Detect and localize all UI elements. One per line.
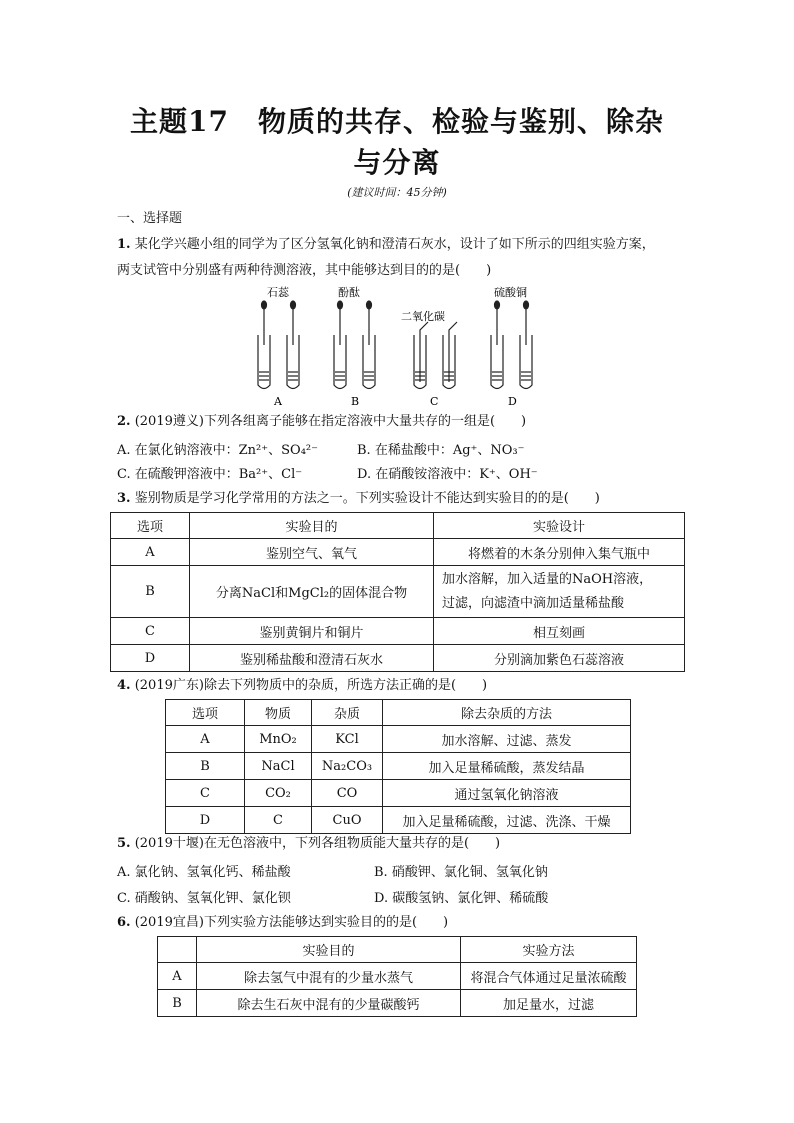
table-cell: MnO₂ <box>245 726 312 753</box>
table-cell: CO <box>312 780 383 807</box>
table-cell: 鉴别稀盐酸和澄清石灰水 <box>190 645 434 672</box>
q2-option-a: A. 在氯化钠溶液中：Zn²⁺、SO₄²⁻ <box>117 443 318 458</box>
figure-letter-c: C <box>430 395 439 408</box>
table-header: 除去杂质的方法 <box>383 700 631 726</box>
table-cell: 鉴别黄铜片和铜片 <box>190 618 434 645</box>
table-header-row <box>111 513 685 539</box>
table-header-row <box>166 700 631 726</box>
question-6 <box>117 914 448 932</box>
test-tube-figure <box>0 0 794 420</box>
question-number: 2. <box>117 414 131 429</box>
table-row <box>166 807 631 834</box>
question-4 <box>117 677 487 695</box>
question-3 <box>117 490 600 508</box>
question-text: 某化学兴趣小组的同学为了区分氢氧化钠和澄清石灰水，设计了如下所示的四组实验方案， <box>134 237 655 252</box>
table-cell: B <box>111 566 190 618</box>
table-cell: 除去氢气中混有的少量水蒸气 <box>197 963 461 990</box>
table-cell: 分别滴加紫色石蕊溶液 <box>434 645 685 672</box>
table-cell: C <box>111 618 190 645</box>
table-row <box>166 753 631 780</box>
question-number: 3. <box>117 491 131 506</box>
tube-group-c <box>414 322 457 389</box>
table-row <box>111 539 685 566</box>
table-row <box>166 726 631 753</box>
q5-option-a: A. 氯化钠、氢氧化钙、稀盐酸 <box>117 865 291 880</box>
question-text: (2019遵义)下列各组离子能够在指定溶液中大量共存的一组是( ) <box>134 414 527 429</box>
figure-letter-d: D <box>508 395 517 408</box>
table-cell: A <box>158 963 197 990</box>
table-header: 实验方法 <box>461 937 637 963</box>
question-number: 1. <box>117 237 131 252</box>
figure-letter-a: A <box>274 395 282 408</box>
table-cell: D <box>166 807 245 834</box>
question-5 <box>117 835 500 853</box>
question-number: 5. <box>117 836 131 851</box>
table-header: 物质 <box>245 700 312 726</box>
question-text: 鉴别物质是学习化学常用的方法之一。下列实验设计不能达到实验目的的是( ) <box>134 491 600 506</box>
tube-group-d <box>491 301 532 389</box>
q2-option-d: D. 在硝酸铵溶液中：K⁺、OH⁻ <box>357 467 538 482</box>
q5-option-c: C. 硝酸钠、氢氧化钾、氯化钡 <box>117 891 291 906</box>
question-text: (2019广东)除去下列物质中的杂质，所选方法正确的是( ) <box>134 678 488 693</box>
q2-option-c: C. 在硫酸钾溶液中：Ba²⁺、Cl⁻ <box>117 467 303 482</box>
table-cell: A <box>166 726 245 753</box>
table-cell: KCl <box>312 726 383 753</box>
table-cell: C <box>245 807 312 834</box>
page-title-line1: 主题17 物质的共存、检验与鉴别、除杂 <box>130 105 664 138</box>
table-cell: 通过氢氧化钠溶液 <box>383 780 631 807</box>
q2-option-b: B. 在稀盐酸中：Ag⁺、NO₃⁻ <box>357 443 525 458</box>
table-cell: C <box>166 780 245 807</box>
question-text: (2019宜昌)下列实验方法能够达到实验目的的是( ) <box>134 915 449 930</box>
table-row <box>111 618 685 645</box>
table-header: 选项 <box>111 513 190 539</box>
tube-group-b <box>334 301 375 389</box>
table-row <box>158 990 637 1017</box>
table-row <box>111 645 685 672</box>
figure-letter-b: B <box>351 395 360 408</box>
table-cell: 将燃着的木条分别伸入集气瓶中 <box>434 539 685 566</box>
figure-label-litmus: 石蕊 <box>267 286 289 299</box>
table-header: 实验设计 <box>434 513 685 539</box>
table-row <box>111 566 685 618</box>
table-cell: CO₂ <box>245 780 312 807</box>
q5-option-b: B. 硝酸钾、氯化铜、氢氧化钠 <box>374 865 548 880</box>
suggested-time: (建议时间：45分钟) <box>347 186 447 199</box>
question-number: 6. <box>117 915 131 930</box>
table-cell: 加入足量稀硫酸，蒸发结晶 <box>383 753 631 780</box>
question-text: (2019十堰)在无色溶液中，下列各组物质能大量共存的是( ) <box>134 836 501 851</box>
table-cell: B <box>166 753 245 780</box>
table-header: 选项 <box>166 700 245 726</box>
section-heading: 一、选择题 <box>117 211 183 226</box>
table-cell: Na₂CO₃ <box>312 753 383 780</box>
table-cell: 加入足量稀硫酸，过滤、洗涤、干燥 <box>383 807 631 834</box>
q3-table <box>110 512 685 672</box>
q4-table <box>165 699 631 834</box>
table-cell: 相互刻画 <box>434 618 685 645</box>
question-1-line2: 两支试管中分别盛有两种待测溶液，其中能够达到目的的是( ) <box>117 263 492 278</box>
table-cell: 除去生石灰中混有的少量碳酸钙 <box>197 990 461 1017</box>
tube-group-a <box>258 301 299 389</box>
figure-label-co2: 二氧化碳 <box>401 310 445 323</box>
table-cell: 加足量水，过滤 <box>461 990 637 1017</box>
table-header <box>158 937 197 963</box>
page-title-line2: 与分离 <box>353 146 441 179</box>
table-cell: B <box>158 990 197 1017</box>
q6-table <box>157 936 637 1017</box>
table-cell: D <box>111 645 190 672</box>
table-header: 实验目的 <box>190 513 434 539</box>
table-cell: 分离NaCl和MgCl₂的固体混合物 <box>190 566 434 618</box>
cell-line: 过滤，向滤渣中滴加适量稀盐酸 <box>442 595 625 611</box>
cell-line: 加水溶解，加入适量的NaOH溶液， <box>442 571 653 587</box>
table-cell: 将混合气体通过足量浓硫酸 <box>461 963 637 990</box>
table-cell: NaCl <box>245 753 312 780</box>
question-number: 4. <box>117 678 131 693</box>
figure-label-copper-sulfate: 硫酸铜 <box>494 286 527 299</box>
table-row <box>158 963 637 990</box>
table-cell: 加水溶解、过滤、蒸发 <box>383 726 631 753</box>
table-header-row <box>158 937 637 963</box>
question-2 <box>117 413 526 431</box>
table-cell: A <box>111 539 190 566</box>
table-cell: 鉴别空气、氧气 <box>190 539 434 566</box>
table-header: 杂质 <box>312 700 383 726</box>
figure-label-phenolphthalein: 酚酞 <box>338 286 360 299</box>
table-cell: CuO <box>312 807 383 834</box>
table-cell <box>434 566 685 618</box>
table-row <box>166 780 631 807</box>
q5-option-d: D. 碳酸氢钠、氯化钾、稀硫酸 <box>374 891 549 906</box>
table-header: 实验目的 <box>197 937 461 963</box>
